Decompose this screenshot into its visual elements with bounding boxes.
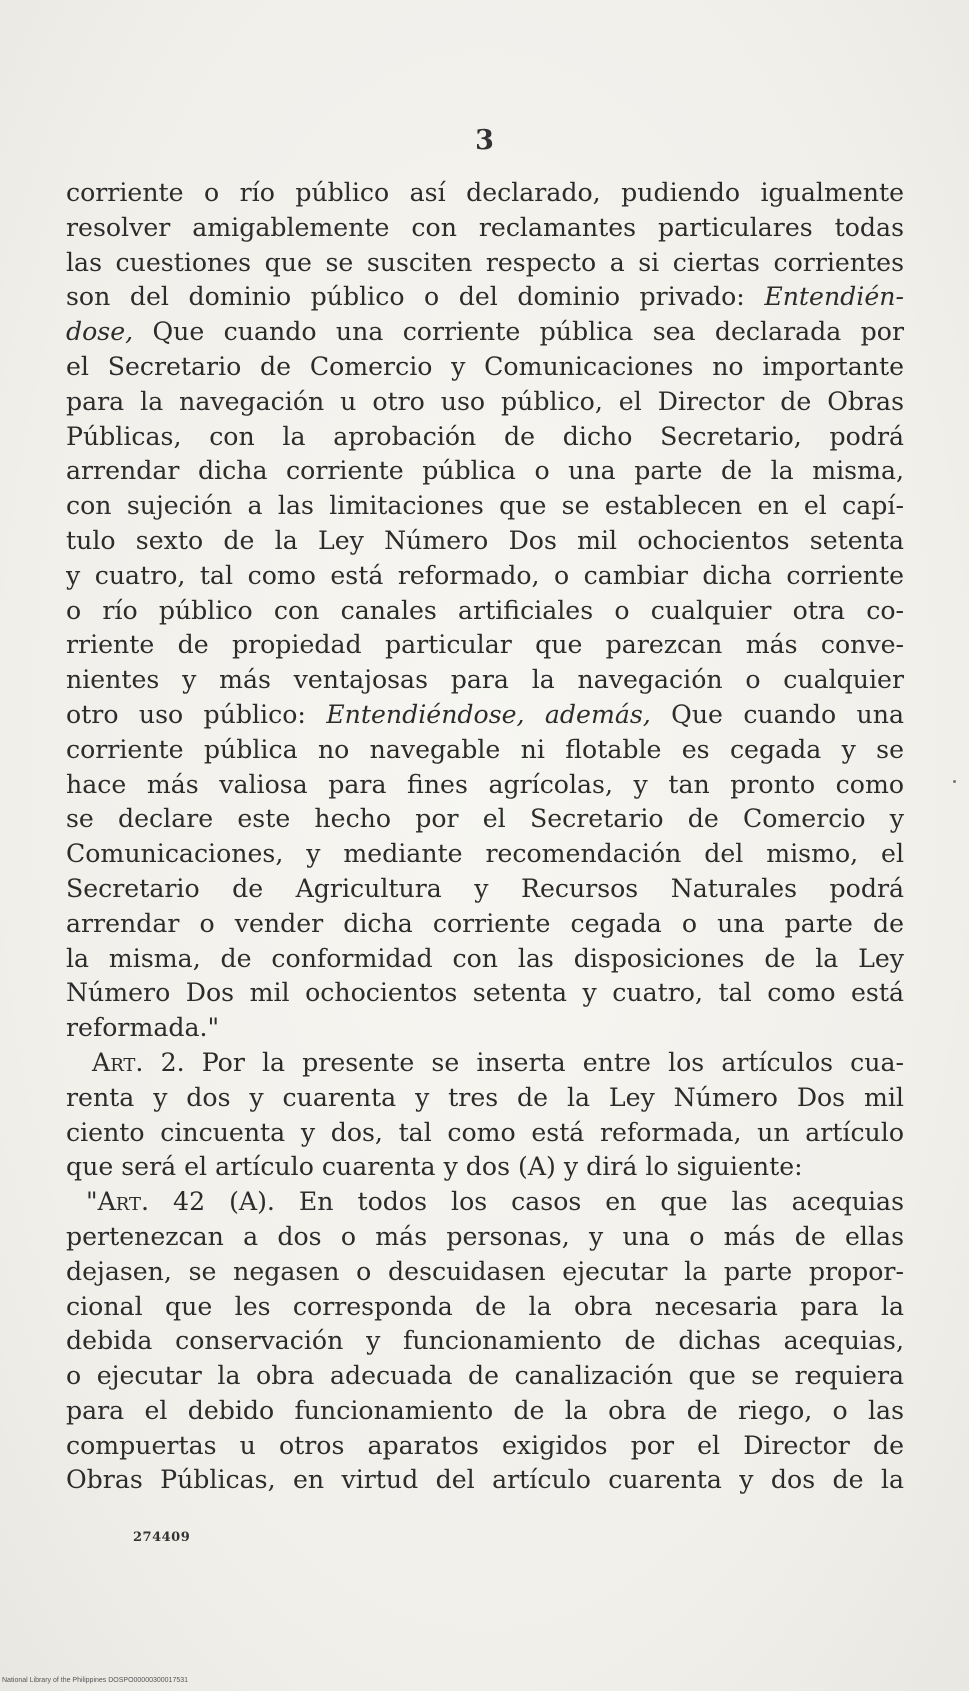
text-line [66, 1046, 904, 1081]
text-line: compuertas u otros aparatos exigidos por el Director de [66, 1430, 904, 1460]
article-42a-paragraph [66, 1185, 904, 1498]
text-line: reformada." [66, 1013, 220, 1043]
text-line: pertenezcan a dos o más personas, y una o más de ellas [66, 1221, 904, 1251]
italic-term: dose, [66, 317, 134, 347]
text-line: o río público con canales artificiales o cualquier otra co- [66, 595, 904, 625]
text-line: arrendar o vender dicha corriente cegada o una parte de [66, 908, 904, 938]
text-line [66, 315, 904, 350]
text-line: nientes y más ventajosas para la navegación o cualquier [66, 665, 904, 695]
printer-code: 274409 [133, 1530, 191, 1545]
paragraph-continuation [66, 176, 904, 1046]
text-line: o ejecutar la obra adecuada de canalización que se requiera [66, 1361, 904, 1391]
text-line: la misma, de conformidad con las disposiciones de la Ley [66, 943, 904, 973]
text-line: ciento cincuenta y dos, tal como está reformada, un artículo [66, 1117, 904, 1147]
text-segment: Que cuando una corriente pública sea declarada por [152, 317, 904, 347]
text-line: Públicas, con la aprobación de dicho Secretario, podrá [66, 421, 904, 451]
text-segment: otro uso público: [66, 699, 306, 729]
text-segment: son del dominio público o del dominio privado: [66, 282, 745, 312]
text-line: que será el artículo cuarenta y dos (A) y dirá lo siguiente: [66, 1152, 803, 1182]
text-segment: 2. Por la presente se inserta entre los artículos cua- [160, 1047, 904, 1077]
scan-speck [953, 780, 956, 783]
text-line: se declare este hecho por el Secretario de Comercio y [66, 804, 904, 834]
text-line: Número Dos mil ochocientos setenta y cuatro, tal como está [66, 978, 904, 1008]
text-line: tulo sexto de la Ley Número Dos mil ochocientos setenta [66, 525, 904, 555]
text-line: debida conservación y funcionamiento de dichas acequias, [66, 1326, 904, 1356]
text-segment: 42 (A). En todos los casos en que las acequias [173, 1187, 904, 1217]
text-line: resolver amigablemente con reclamantes particulares todas [66, 212, 904, 242]
text-segment: Que cuando una [671, 699, 904, 729]
text-line: arrendar dicha corriente pública o una parte de la misma, [66, 456, 904, 486]
text-line [66, 280, 904, 315]
article-2-paragraph [66, 1046, 904, 1185]
text-line: las cuestiones que se susciten respecto a si ciertas corrientes [66, 247, 904, 277]
italic-term: Entendién- [764, 282, 904, 312]
text-line [66, 698, 904, 733]
text-line: corriente o río público así declarado, pudiendo igualmente [66, 178, 904, 207]
text-line: corriente pública no navegable ni flotable es cegada y se [66, 734, 904, 764]
text-line: para el debido funcionamiento de la obra de riego, o las [66, 1395, 904, 1425]
body-text [66, 176, 904, 1498]
quote-mark: " [86, 1187, 98, 1217]
text-line: cional que les corresponda de la obra necesaria para la [66, 1291, 904, 1321]
text-line: hace más valiosa para fines agrícolas, y tan pronto como [66, 769, 904, 799]
text-line: el Secretario de Comercio y Comunicaciones no importante [66, 351, 904, 381]
text-line: para la navegación u otro uso público, el Director de Obras [66, 386, 904, 416]
library-credit: National Library of the Philippines DOSPO00000300017531 [2, 1677, 189, 1684]
page-number: 3 [475, 125, 494, 156]
text-line: y cuatro, tal como está reformado, o cambiar dicha corriente [66, 560, 904, 590]
text-line: Comunicaciones, y mediante recomendación del mismo, el [66, 839, 904, 869]
text-line: dejasen, se negasen o descuidasen ejecutar la parte propor- [66, 1256, 904, 1286]
text-line [66, 1185, 904, 1220]
text-line: Secretario de Agricultura y Recursos Naturales podrá [66, 873, 904, 903]
article-label: Art. [97, 1187, 150, 1217]
text-line: rriente de propiedad particular que parezcan más conve- [66, 630, 904, 660]
text-line: con sujeción a las limitaciones que se establecen en el capí- [66, 491, 904, 521]
article-label: Art. [92, 1047, 144, 1077]
italic-term: Entendiéndose, además, [326, 699, 651, 729]
text-line: renta y dos y cuarenta y tres de la Ley Número Dos mil [66, 1082, 904, 1112]
text-line: Obras Públicas, en virtud del artículo cuarenta y dos de la [66, 1465, 904, 1495]
